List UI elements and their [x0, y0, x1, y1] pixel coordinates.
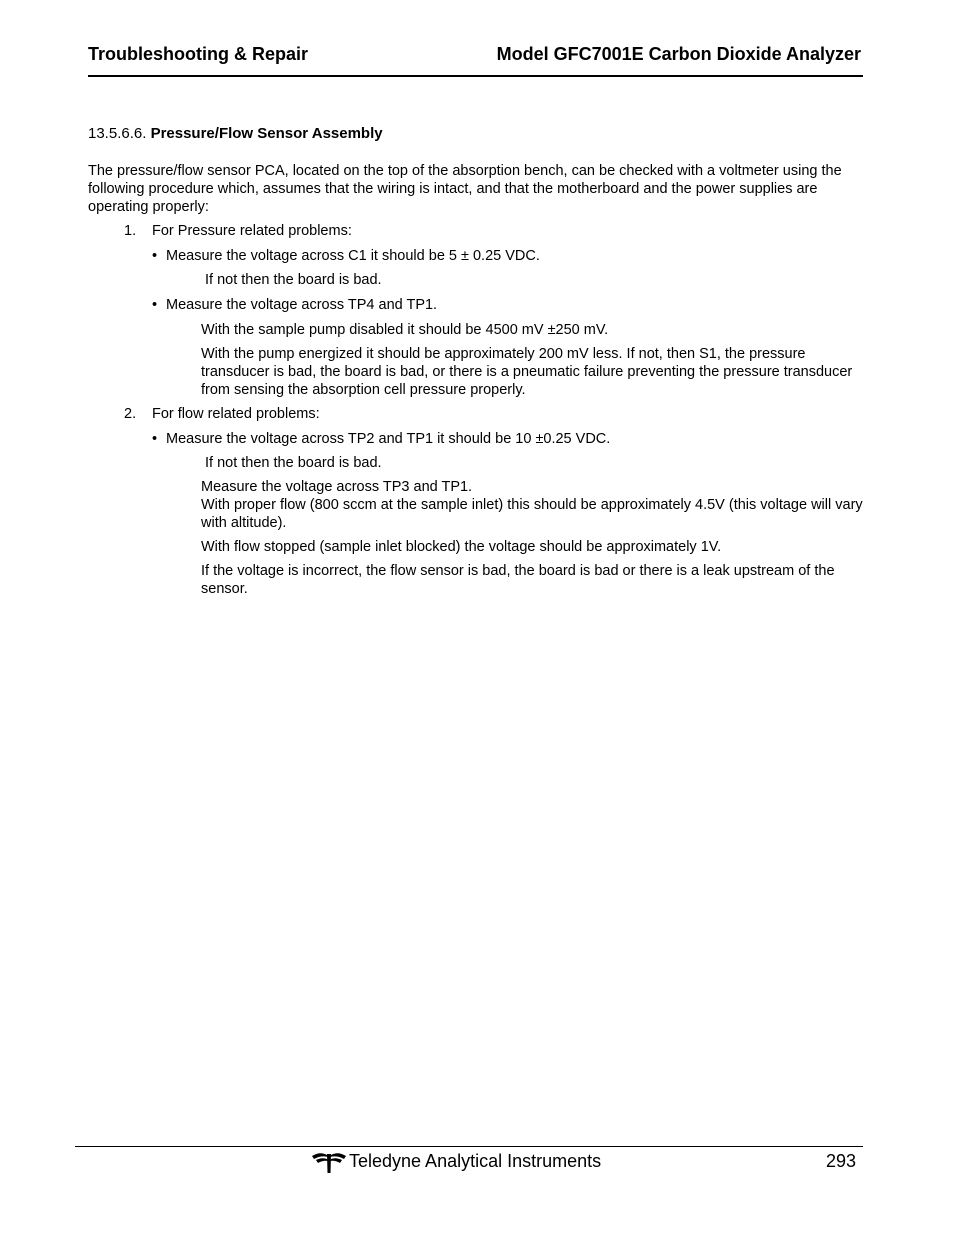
- bullet-note: With flow stopped (sample inlet blocked) the voltage should be approximately 1V.: [201, 539, 722, 555]
- bullet-icon: •: [152, 248, 158, 264]
- teledyne-logo-icon: [312, 1150, 346, 1174]
- footer-company-name: Teledyne Analytical Instruments: [349, 1151, 602, 1171]
- bullet-note: With proper flow (800 sccm at the sample inlet) this should be approximately 4.5V (this voltage will vary with altitude).: [201, 497, 863, 531]
- bullet-note: If not then the board is bad.: [205, 455, 382, 471]
- bullet-icon: •: [152, 297, 158, 313]
- section-title: Pressure/Flow Sensor Assembly: [150, 125, 383, 142]
- section-heading: [88, 125, 383, 142]
- step-number: 2.: [124, 406, 137, 422]
- bullet-note: If the voltage is incorrect, the flow sensor is bad, the board is bad or there is a leak upstream of the sensor.: [201, 563, 835, 597]
- bullet-text: Measure the voltage across TP2 and TP1 it should be 10 ±0.25 VDC.: [166, 431, 611, 447]
- step-number: 1.: [124, 223, 137, 239]
- bullet-note: Measure the voltage across TP3 and TP1.: [201, 479, 473, 495]
- footer-divider: [75, 1146, 863, 1147]
- bullet-note: With the pump energized it should be approximately 200 mV less. If not, then S1, the pressure transducer is bad, the board is bad, or there is a pneumatic failure preventing the pressure transducer from sensing the absorption cell pressure properly.: [201, 346, 853, 398]
- section-number: 13.5.6.6.: [88, 125, 147, 142]
- step-label: For flow related problems:: [152, 406, 320, 422]
- bullet-text: Measure the voltage across C1 it should be 5 ± 0.25 VDC.: [166, 248, 540, 264]
- header-chapter-title: Troubleshooting & Repair: [88, 44, 309, 64]
- page-header: [88, 44, 861, 66]
- bullet-text: Measure the voltage across TP4 and TP1.: [166, 297, 438, 313]
- bullet-note: With the sample pump disabled it should be 4500 mV ±250 mV.: [201, 322, 609, 338]
- header-model-title: Model GFC7001E Carbon Dioxide Analyzer: [496, 44, 861, 64]
- intro-paragraph: The pressure/flow sensor PCA, located on the top of the absorption bench, can be checked with a voltmeter using the following procedure which, assumes that the wiring is intact, and that the motherboard and the power supplies are operating properly:: [88, 163, 842, 215]
- bullet-icon: •: [152, 431, 158, 447]
- step-label: For Pressure related problems:: [152, 223, 352, 239]
- header-divider: [88, 75, 863, 77]
- page-number: 293: [826, 1151, 857, 1171]
- bullet-note: If not then the board is bad.: [205, 272, 382, 288]
